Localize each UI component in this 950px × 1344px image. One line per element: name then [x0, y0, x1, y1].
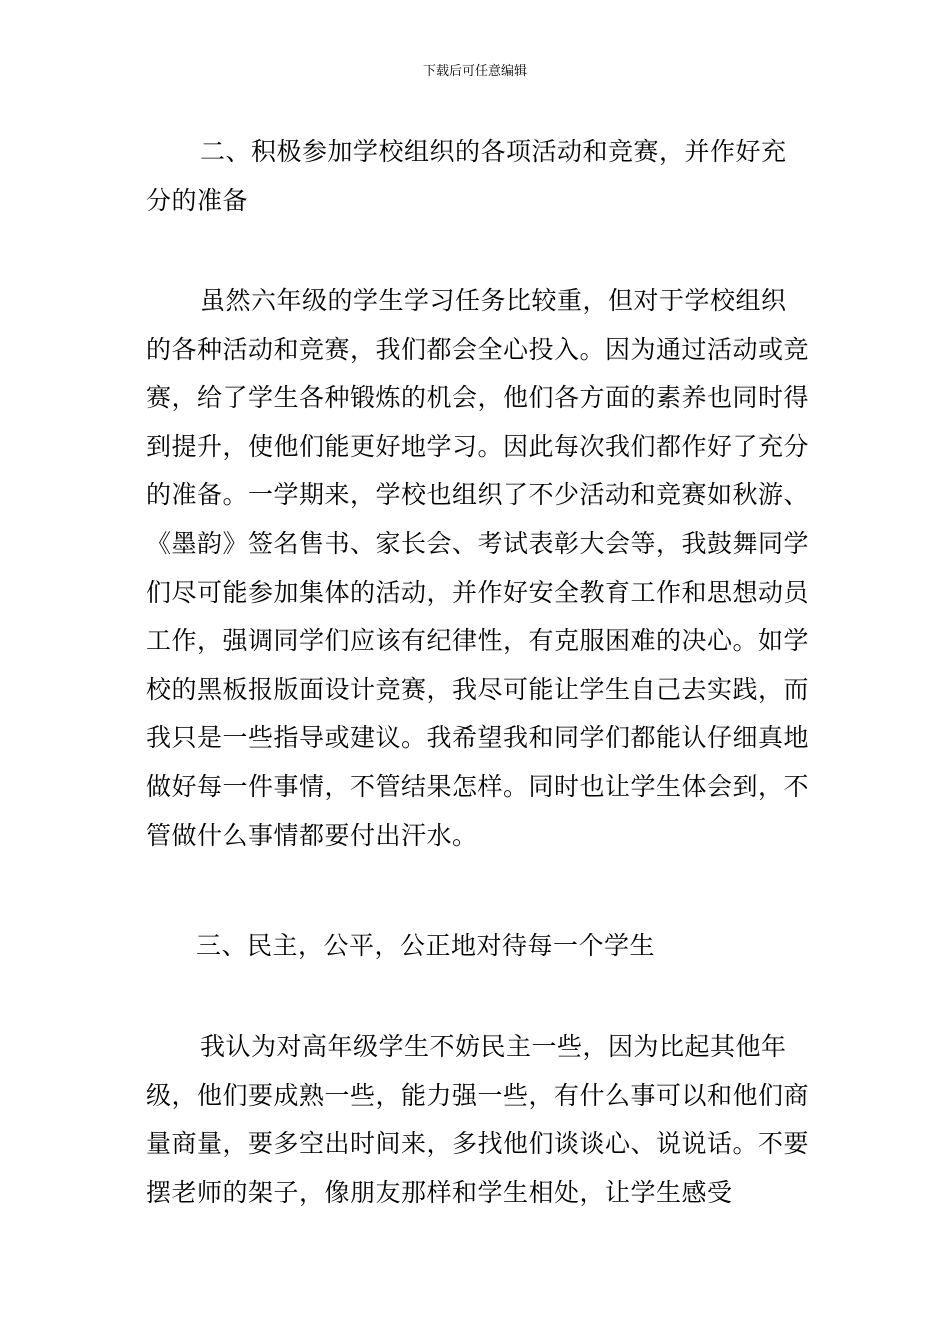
section-three-paragraph: 我认为对高年级学生不妨民主一些，因为比起其他年级，他们要成熟一些，能力强一些，有什么事可以和他们商量商量，要多空出时间来，多找他们谈谈心、说说话。不要摆老师的架子，像朋友那样和学生相处，让学生感受 — [146, 1032, 810, 1207]
section-two-heading: 二、积极参加学校组织的各项活动和竞赛，并作好充分的准备 — [146, 137, 787, 215]
section-three-heading: 三、民主，公平，公正地对待每一个学生 — [196, 931, 656, 960]
section-two-paragraph: 虽然六年级的学生学习任务比较重，但对于学校组织的各种活动和竞赛，我们都会全心投入。因为通过活动或竞赛，给了学生各种锻炼的机会，他们各方面的素养也同时得到提升，使他们能更好地学习。因此每次我们都作好了充分的准备。一学期来，学校也组织了不少活动和竞赛如秋游、《墨韵》签名售书、家长会、考试表彰大会等，我鼓舞同学们尽可能参加集体的活动，并作好安全教育工作和思想动员工作，强调同学们应该有纪律性，有克服困难的决心。如学校的黑板报版面设计竞赛，我尽可能让学生自己去实践，而我只是一些指导或建议。我希望我和同学们都能认仔细真地做好每一件事情，不管结果怎样。同时也让学生体会到，不管做什么事情都要付出汗水。 — [146, 286, 810, 850]
page-header-note: 下载后可任意编辑 — [422, 64, 527, 79]
